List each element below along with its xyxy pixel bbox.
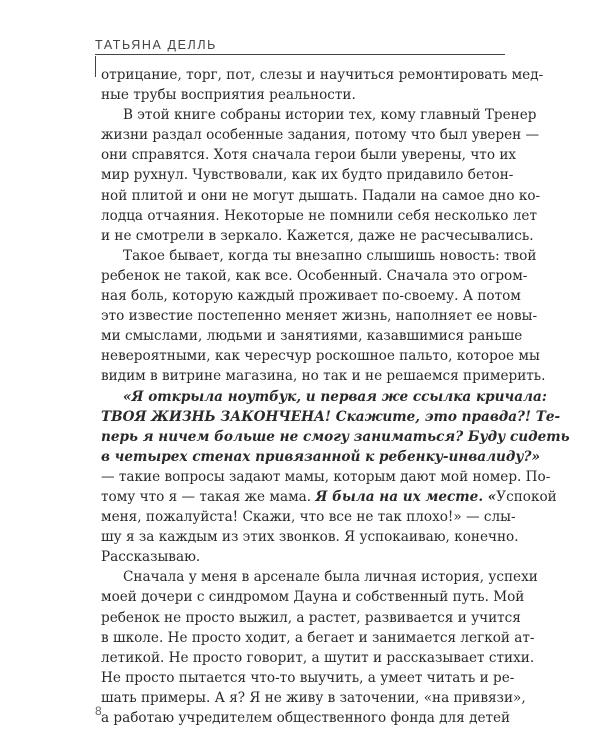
text-segment: Рассказываю. [101, 549, 201, 566]
text-segment: шу я за каждым из этих звонков. Я успокаиваю, конечно. [101, 529, 519, 546]
text-line [101, 206, 537, 226]
text-line [101, 708, 511, 728]
text-line [101, 85, 504, 105]
text-segment: летикой. Не просто говорит, а шутит и рассказывает стихи. [101, 649, 535, 666]
text-line [101, 306, 538, 326]
text-line [101, 226, 534, 246]
text-segment: Успокой [496, 488, 557, 505]
text-line [101, 387, 547, 407]
text-line [101, 668, 515, 688]
running-header-author: ТАТЬЯНА ДЕЛЛЬ [95, 38, 217, 52]
text-segment: Не просто пытается что-то выучить, а умеет читать и ре- [101, 669, 515, 686]
emphasis-text: перь я ничем больше не смогу заниматься? Буду сидеть [101, 428, 570, 445]
text-segment: это известие постепенно меняет жизнь, наполняет ее новы- [101, 308, 538, 325]
emphasis-text: Я была на их месте. « [315, 488, 497, 505]
text-segment: моей дочери с синдромом Дауна и собственный путь. Мой [101, 589, 525, 606]
text-line [101, 366, 546, 386]
text-line [101, 246, 537, 266]
text-line [101, 507, 516, 527]
text-line [101, 688, 526, 708]
text-line [101, 266, 528, 286]
header-corner-rule [95, 56, 96, 77]
text-line [101, 587, 525, 607]
text-segment: невероятными, как чересчур роскошное пальто, которое мы [101, 348, 540, 365]
text-segment: и не смотрели в зеркало. Кажется, даже не расчесывались. [101, 227, 534, 244]
text-line [101, 165, 514, 185]
text-line [101, 547, 504, 567]
text-line [101, 608, 521, 628]
text-segment: В этой книге собраны истории тех, кому главный Тренер [123, 107, 537, 124]
text-segment: мир рухнул. Чувствовали, как их будто придавило бетон- [101, 167, 514, 184]
text-segment: они справятся. Хотя сначала герои были уверены, что их [101, 147, 517, 164]
text-segment: видим в витрине магазина, но так и не решаемся примерить. [101, 368, 546, 385]
text-line [101, 527, 519, 547]
text-segment: отрицание, торг, пот, слезы и научиться ремонтировать мед- [101, 67, 544, 83]
text-line [101, 487, 557, 507]
text-segment: ной плитой и они не могут дышать. Падали на самое дно ко- [101, 187, 541, 204]
text-line [101, 65, 544, 85]
text-line [101, 326, 523, 346]
text-line [101, 286, 521, 306]
text-line [101, 105, 537, 125]
text-segment: ребенок не такой, как все. Особенный. Сначала это огром- [101, 267, 528, 284]
text-segment: лодца отчаяния. Некоторые не помнили себя несколько лет [101, 207, 537, 224]
emphasis-text: «Я открыла ноутбук, и первая же ссылка кричала: [123, 388, 547, 405]
text-line [101, 467, 551, 487]
text-line [101, 648, 535, 668]
text-line [101, 125, 540, 145]
text-line [101, 407, 561, 427]
header-rule [95, 54, 505, 55]
text-segment: а работаю учредителем общественного фонда для детей [101, 710, 511, 726]
text-segment: тому что я — такая же мама. [101, 488, 316, 505]
text-segment: Сначала у меня в арсенале была личная история, успехи [123, 569, 538, 586]
text-line [101, 447, 540, 467]
text-segment: — такие вопросы задают мамы, которым дают мой номер. По- [101, 468, 551, 485]
text-line [101, 567, 538, 587]
text-line [101, 145, 517, 165]
text-segment: жизни раздал особенные задания, потому что был уверен — [101, 127, 540, 144]
body-text [101, 65, 570, 728]
text-line [101, 186, 541, 206]
text-segment: меня, пожалуйста! Скажи, что все не так плохо!» — слы- [101, 509, 516, 526]
emphasis-text: ТВОЯ ЖИЗНЬ ЗАКОНЧЕНА! Скажите, это правда?! Те- [101, 408, 561, 425]
text-line [101, 346, 540, 366]
text-segment: Такое бывает, когда ты внезапно слышишь новость: твой [123, 247, 537, 264]
text-segment: ми смыслами, людьми и занятиями, казавшимися раньше [101, 328, 523, 345]
text-segment: в школе. Не просто ходит, а бегает и занимается легкой ат- [101, 629, 535, 646]
text-segment: ные трубы восприятия реальности. [101, 87, 356, 104]
text-segment: ребенок не просто выжил, а растет, развивается и учится [101, 609, 521, 626]
text-segment: шать примеры. А я? Я не живу в заточении, «на привязи», [101, 689, 526, 706]
text-line [101, 628, 535, 648]
emphasis-text: в четырех стенах привязанной к ребенку-инвалиду?» [101, 448, 540, 465]
text-line [101, 427, 570, 447]
text-segment: ная боль, которую каждый проживает по-своему. А потом [101, 288, 521, 305]
page-number: 8 [95, 704, 102, 718]
